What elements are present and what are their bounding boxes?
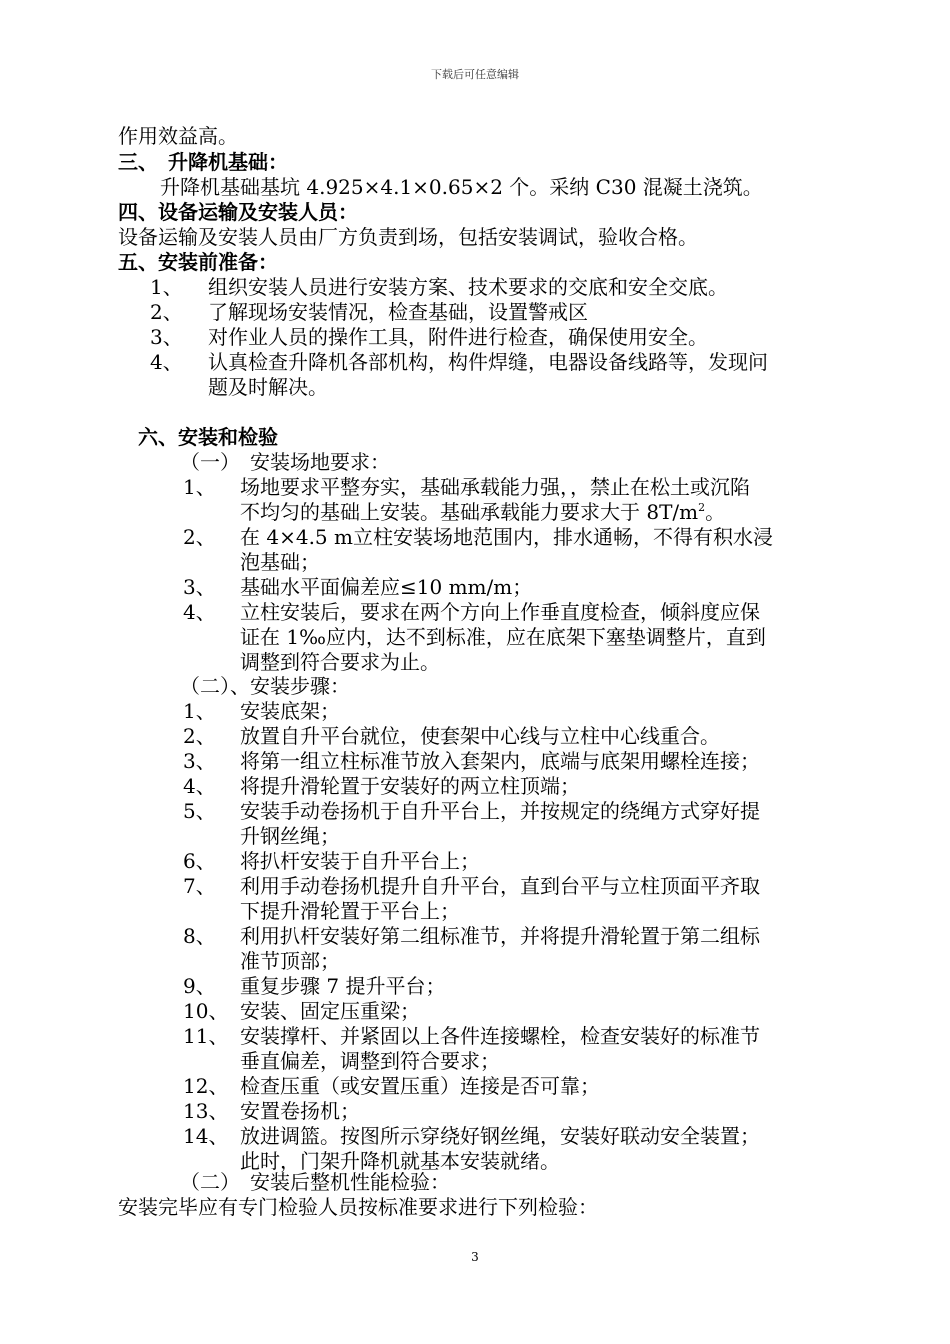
list-item-number: 4、 xyxy=(150,350,183,374)
section-4-title: 四、设备运输及安装人员： xyxy=(118,200,358,224)
list-item-text: 立柱安装后，要求在两个方向上作垂直度检查，倾斜度应保 xyxy=(240,600,760,624)
list-item-text: 放置自升平台就位，使套架中心线与立柱中心线重合。 xyxy=(240,724,720,748)
sentence-end: 。 xyxy=(705,500,726,524)
list-item-number: 3、 xyxy=(150,325,183,349)
list-item-text: 此时，门架升降机就基本安装就绪。 xyxy=(240,1149,560,1173)
list-item-number: 1、 xyxy=(183,699,216,723)
list-item-number: 12、 xyxy=(183,1074,229,1098)
list-item-number: 10、 xyxy=(183,999,229,1023)
list-item-number: 1、 xyxy=(183,475,216,499)
section-4-body: 设备运输及安装人员由厂方负责到场，包括安装调试，验收合格。 xyxy=(118,225,698,249)
list-item-number: 2、 xyxy=(183,724,216,748)
list-item-text: 将扒杆安装于自升平台上； xyxy=(240,849,480,873)
list-item-text: 对作业人员的操作工具，附件进行检查，确保使用安全。 xyxy=(208,325,708,349)
list-item-text: 将第一组立柱标准节放入套架内，底端与底架用螺栓连接； xyxy=(240,749,760,773)
list-item-text: 场地要求平整夯实，基础承载能力强，，禁止在松土或沉陷 xyxy=(240,475,750,499)
list-item-number: 4、 xyxy=(183,600,216,624)
list-item-text: 重复步骤 7 提升平台； xyxy=(240,974,446,998)
section-5-title: 五、安装前准备： xyxy=(118,250,278,274)
list-item-text: 利用手动卷扬机提升自升平台，直到台平与立柱顶面平齐取 xyxy=(240,874,760,898)
superscript-2: 2 xyxy=(698,501,706,514)
intro-text: 作用效益高。 xyxy=(118,124,238,148)
list-item-number: 8、 xyxy=(183,924,216,948)
list-item-number: 14、 xyxy=(183,1124,229,1148)
list-item-text: 安装、固定压重梁； xyxy=(240,999,420,1023)
list-item-text: 在 4×4.5 m立柱安装场地范围内，排水通畅，不得有积水浸 xyxy=(240,525,773,549)
list-item-text: 不均匀的基础上安装。基础承载能力要求大于 $8T/m^2$。 xyxy=(240,500,726,524)
list-item-text: 认真检查升降机各部机构，构件焊缝，电器设备线路等，发现问 xyxy=(208,350,768,374)
list-item-text: 垂直偏差，调整到符合要求； xyxy=(240,1049,500,1073)
list-item-text: 题及时解决。 xyxy=(208,375,328,399)
list-item-text: 准节顶部； xyxy=(240,949,340,973)
list-item-number: 7、 xyxy=(183,874,216,898)
list-item-text: 安装底架； xyxy=(240,699,340,723)
list-item-text: 组织安装人员进行安装方案、技术要求的交底和安全交底。 xyxy=(208,275,728,299)
subsection-3-title: （二） 安装后整机性能检验： xyxy=(180,1170,450,1194)
section-6-title: 六、安装和检验 xyxy=(138,425,278,449)
list-item-text: 检查压重（或安置压重）连接是否可靠； xyxy=(240,1074,600,1098)
list-item-number: 6、 xyxy=(183,849,216,873)
list-item-number: 5、 xyxy=(183,799,216,823)
page-number: 3 xyxy=(471,1250,479,1264)
list-item-text: 将提升滑轮置于安装好的两立柱顶端； xyxy=(240,774,580,798)
list-item-text: 安置卷扬机； xyxy=(240,1099,360,1123)
list-item-text: 调整到符合要求为止。 xyxy=(240,650,440,674)
list-item-number: 9、 xyxy=(183,974,216,998)
list-item-number: 3、 xyxy=(183,749,216,773)
list-item-number: 4、 xyxy=(183,774,216,798)
list-item-text: 安装手动卷扬机于自升平台上，并按规定的绕绳方式穿好提 xyxy=(240,799,760,823)
list-item-number: 3、 xyxy=(183,575,216,599)
list-item-number: 13、 xyxy=(183,1099,229,1123)
list-item-text: 基础水平面偏差应≤10 mm/m； xyxy=(240,575,533,599)
list-item-text: 利用扒杆安装好第二组标准节，并将提升滑轮置于第二组标 xyxy=(240,924,760,948)
section-3-title: 三、 升降机基础： xyxy=(118,150,288,174)
list-item-text: 安装撑杆、并紧固以上各件连接螺栓，检查安装好的标准节 xyxy=(240,1024,760,1048)
list-item-text: 下提升滑轮置于平台上； xyxy=(240,899,460,923)
list-item-text: 了解现场安装情况，检查基础，设置警戒区 xyxy=(208,300,588,324)
page-header: 下载后可任意编辑 xyxy=(431,68,519,81)
subsection-3-body: 安装完毕应有专门检验人员按标准要求进行下列检验： xyxy=(118,1195,598,1219)
list-item-text: 证在 1‰应内，达不到标准，应在底架下塞垫调整片，直到 xyxy=(240,625,766,649)
subsection-1-title: （一） 安装场地要求： xyxy=(180,450,390,474)
list-item-text: 放进调篮。按图所示穿绕好钢丝绳，安装好联动安全装置； xyxy=(240,1124,760,1148)
section-3-body: 升降机基础基坑 4.925×4.1×0.65×2 个。采纳 C30 混凝土浇筑。 xyxy=(160,175,763,199)
subsection-2-title: （二）、安装步骤： xyxy=(180,674,350,698)
list-item-number: 2、 xyxy=(183,525,216,549)
list-item-text: 升钢丝绳； xyxy=(240,824,340,848)
list-item-number: 2、 xyxy=(150,300,183,324)
list-item-text: 泡基础； xyxy=(240,550,320,574)
list-item-number: 1、 xyxy=(150,275,183,299)
list-item-number: 11、 xyxy=(183,1024,229,1048)
